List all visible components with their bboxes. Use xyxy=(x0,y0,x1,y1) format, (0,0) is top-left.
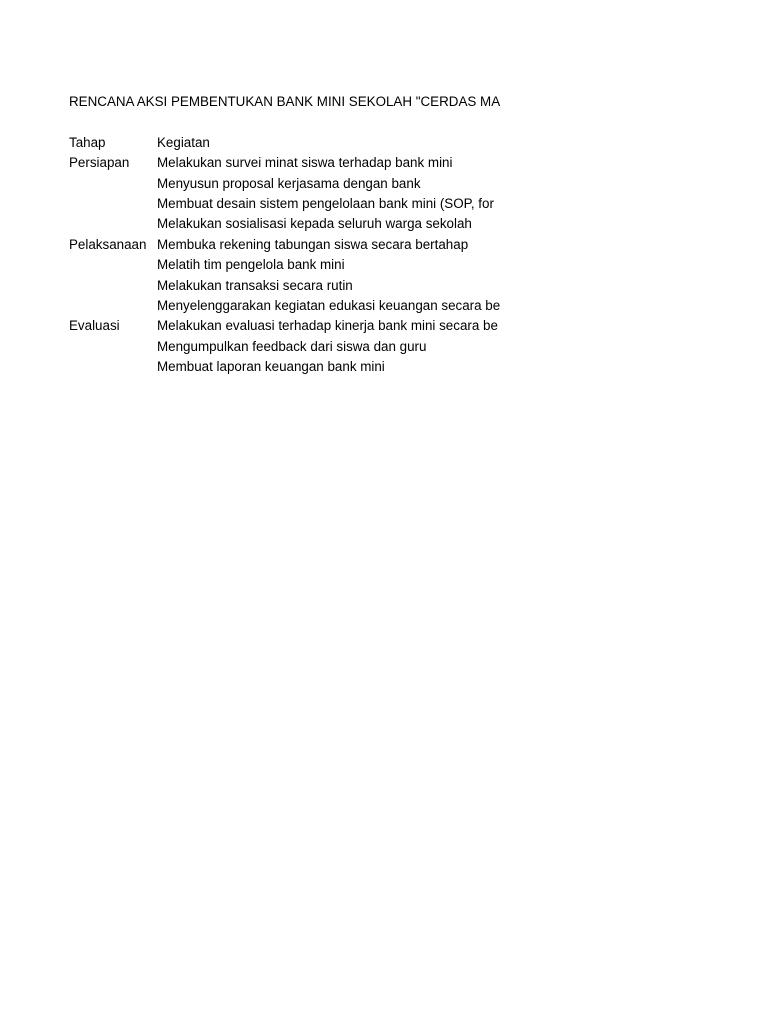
stage-cell xyxy=(69,337,157,357)
activity-cell: Melatih tim pengelola bank mini xyxy=(157,257,345,273)
table-header-row xyxy=(69,133,508,153)
activity-cell: Membuat laporan keuangan bank mini xyxy=(157,359,385,375)
stage-cell xyxy=(69,194,157,214)
activity-cell: Menyusun proposal kerjasama dengan bank xyxy=(157,175,421,191)
table-row xyxy=(69,337,508,357)
table-row xyxy=(69,214,508,234)
activity-cell: Melakukan survei minat siswa terhadap bank mini xyxy=(157,155,453,171)
stage-cell: Persiapan xyxy=(69,155,130,171)
activity-cell: Mengumpulkan feedback dari siswa dan guru xyxy=(157,338,427,354)
table-row xyxy=(69,316,508,336)
activity-cell: Melakukan evaluasi terhadap kinerja bank mini secara be xyxy=(157,318,498,334)
activity-cell: Melakukan sosialisasi kepada seluruh warga sekolah xyxy=(157,216,472,232)
stage-cell xyxy=(69,255,157,275)
table-row xyxy=(69,153,508,173)
table-row xyxy=(69,235,508,255)
activity-cell: Membuka rekening tabungan siswa secara bertahap xyxy=(157,236,469,252)
spreadsheet-page xyxy=(69,92,508,377)
stage-cell xyxy=(69,214,157,234)
header-stage: Tahap xyxy=(69,134,106,150)
table-row xyxy=(69,194,508,214)
stage-cell: Pelaksanaan xyxy=(69,236,147,252)
activity-cell: Melakukan transaksi secara rutin xyxy=(157,277,353,293)
stage-cell xyxy=(69,296,157,316)
stage-cell xyxy=(69,174,157,194)
table-row xyxy=(69,174,508,194)
blank-row xyxy=(69,112,508,132)
table-row xyxy=(69,357,508,377)
table-row xyxy=(69,276,508,296)
activity-cell: Membuat desain sistem pengelolaan bank mini (SOP, for xyxy=(157,195,494,211)
header-activity: Kegiatan xyxy=(157,134,210,150)
stage-cell: Evaluasi xyxy=(69,318,120,334)
stage-cell xyxy=(69,357,157,377)
activity-cell: Menyelenggarakan kegiatan edukasi keuangan secara be xyxy=(157,297,501,313)
table-row xyxy=(69,255,508,275)
stage-cell xyxy=(69,276,157,296)
document-title: RENCANA AKSI PEMBENTUKAN BANK MINI SEKOLAH "CERDAS MA xyxy=(69,94,501,109)
table-row xyxy=(69,296,508,316)
